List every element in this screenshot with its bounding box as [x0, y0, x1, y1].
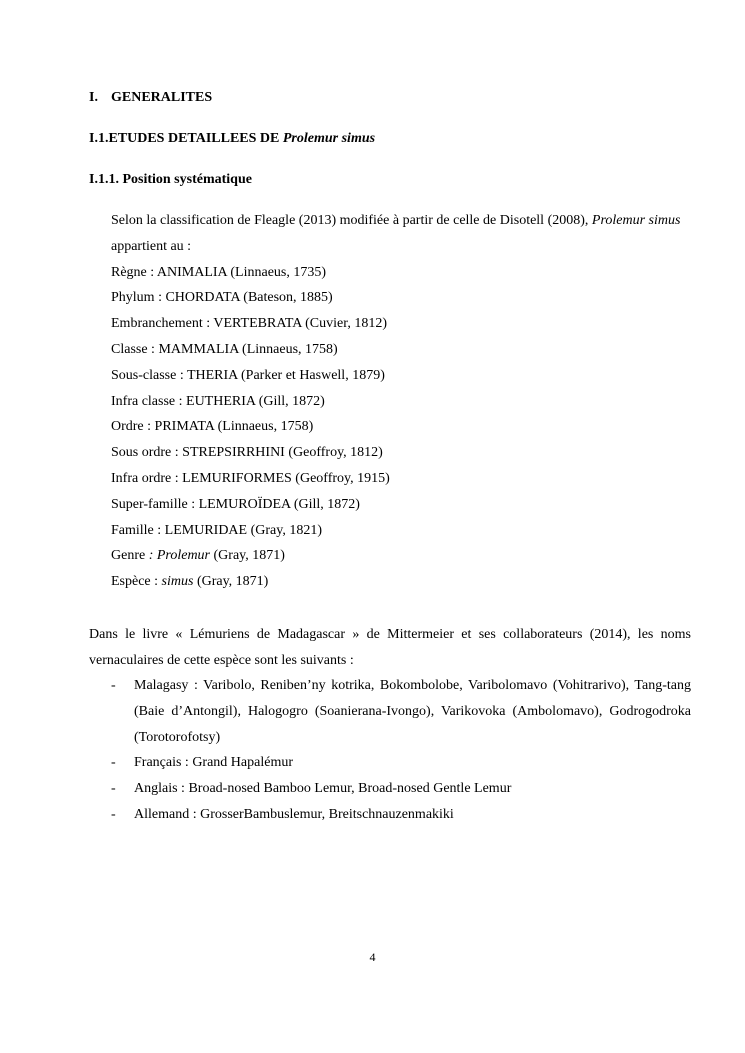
subsection-title: I.1.ETUDES DETAILLEES DE — [89, 131, 283, 146]
list-item-text: Allemand : GrosserBambuslemur, Breitschnauzenmakiki — [134, 806, 454, 822]
subsection-heading — [89, 130, 375, 148]
genus-authority: (Gray, 1871) — [210, 548, 285, 564]
genus-name: : Prolemur — [148, 548, 211, 564]
taxonomy-rank: Sous-classe : THERIA (Parker et Haswell, 1879) — [111, 367, 385, 383]
taxonomy-rank: Ordre : PRIMATA (Linnaeus, 1758) — [111, 419, 314, 435]
taxonomy-intro — [111, 208, 691, 260]
intro-text: Selon la classification de Fleagle (2013) modifiée à partir de celle de Disotell (2008), — [111, 213, 592, 228]
species-authority: (Gray, 1871) — [193, 574, 269, 590]
species-label: Espèce : — [111, 574, 162, 590]
list-dash: - — [111, 806, 116, 822]
genus-label: Genre — [111, 548, 149, 564]
taxonomy-list — [111, 260, 691, 595]
section-number: I. — [89, 90, 98, 105]
list-item-text: Français : Grand Hapalémur — [134, 755, 293, 771]
list-dash: - — [111, 678, 116, 693]
taxonomy-rank: Classe : MAMMALIA (Linnaeus, 1758) — [111, 341, 338, 357]
taxonomy-rank: Embranchement : VERTEBRATA (Cuvier, 1812) — [111, 316, 388, 332]
taxonomy-genus — [111, 543, 691, 569]
taxonomy-block — [111, 208, 691, 595]
page-number: 4 — [369, 950, 376, 964]
subsection-species-name: Prolemur simus — [282, 131, 376, 146]
list-item-text: Anglais : Broad-nosed Bamboo Lemur, Broad-nosed Gentle Lemur — [134, 781, 512, 797]
species-name: simus — [161, 574, 194, 590]
body-paragraph: Dans le livre « Lémuriens de Madagascar » de Mittermeier et ses collaborateurs (2014), les noms vernaculaires de cette espèce sont les suivants : — [89, 627, 691, 668]
list-item — [111, 750, 691, 776]
list-item — [111, 673, 691, 750]
section-heading-generalites — [89, 89, 212, 107]
intro-species-name: Prolemur simus — [591, 213, 681, 228]
taxonomy-species — [111, 569, 691, 595]
list-item — [111, 776, 691, 802]
list-dash: - — [111, 755, 116, 771]
taxonomy-rank: Infra classe : EUTHERIA (Gill, 1872) — [111, 393, 325, 409]
taxonomy-rank: Sous ordre : STREPSIRRHINI (Geoffroy, 1812) — [111, 445, 383, 461]
taxonomy-rank: Phylum : CHORDATA (Bateson, 1885) — [111, 290, 333, 306]
subsubsection-heading — [89, 171, 252, 189]
list-dash: - — [111, 781, 116, 797]
taxonomy-rank: Infra ordre : LEMURIFORMES (Geoffroy, 1915) — [111, 470, 390, 486]
taxonomy-rank: Famille : LEMURIDAE (Gray, 1821) — [111, 522, 322, 538]
vernacular-names-list — [111, 673, 691, 828]
taxonomy-rank: Règne : ANIMALIA (Linnaeus, 1735) — [111, 264, 327, 280]
list-item — [111, 802, 691, 828]
list-item-text: Malagasy : Varibolo, Reniben’ny kotrika, Bokombolobe, Varibolomavo (Vohitrarivo), Tang-tang (Baie d’Antongil), Halogogro (Soanierana-Ivongo), Varikovoka (Ambolomavo), Godrogodroka (Torotorofotsy) — [134, 678, 691, 745]
taxonomy-rank: Super-famille : LEMUROÏDEA (Gill, 1872) — [111, 496, 360, 512]
intro-text-end: appartient au : — [111, 238, 192, 254]
subsubsection-title: I.1.1. Position systématique — [89, 172, 252, 187]
section-title: GENERALITES — [111, 90, 213, 105]
